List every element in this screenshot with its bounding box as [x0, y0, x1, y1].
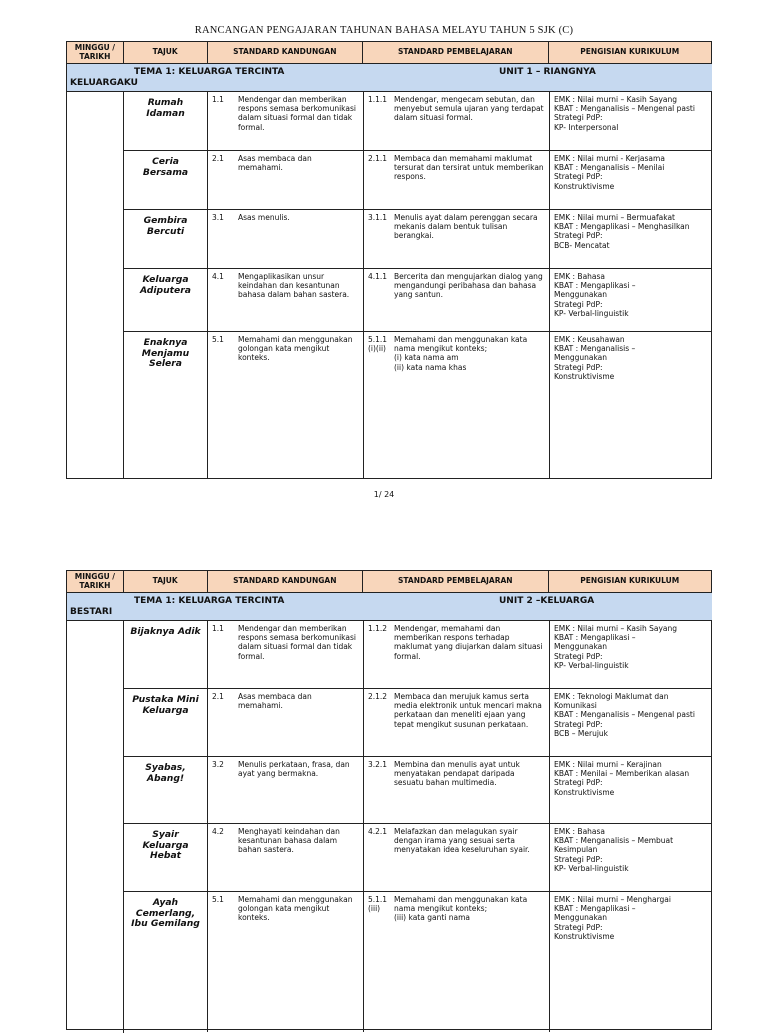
- tajuk-cell: Rumah Idaman: [124, 92, 208, 150]
- standard-pembelajaran-cell: [364, 210, 550, 268]
- header-tajuk: TAJUK: [124, 571, 208, 592]
- header-standard-kandungan: STANDARD KANDUNGAN: [208, 571, 364, 592]
- sp-text: Menulis ayat dalam perenggan secara mekanis dalam bentuk tulisan berangkai.: [394, 213, 538, 241]
- pengisian-kurikulum-cell: EMK : Bahasa KBAT : Menganalisis – Membuat Kesimpulan Strategi PdP: KP- Verbal-linguistik: [554, 827, 674, 873]
- sp-code: 4.1.1: [368, 272, 388, 281]
- sk-code: 5.1: [212, 335, 224, 344]
- pengisian-kurikulum-cell: EMK : Nilai murni - Kerjasama KBAT : Menganalisis – Menilai Strategi PdP: Konstruktivisme: [554, 154, 665, 191]
- pengisian-kurikulum-cell: EMK : Nilai murni – Kasih Sayang KBAT : Mengaplikasi – Menggunakan Strategi PdP: KP- Verbal-linguistik: [554, 624, 678, 670]
- tajuk-cell: Pustaka Mini Keluarga: [124, 689, 208, 756]
- sp-text: Mendengar, memahami dan memberikan respons terhadap maklumat yang diujarkan dalam situasi formal.: [394, 624, 543, 661]
- standard-kandungan-cell: [208, 332, 364, 478]
- sk-code: 3.1: [212, 213, 224, 222]
- tajuk-cell: Syair Keluarga Hebat: [124, 824, 208, 891]
- standard-kandungan-cell: [208, 92, 364, 150]
- sk-code: 1.1: [212, 624, 224, 633]
- sk-code: 1.1: [212, 95, 224, 104]
- standard-kandungan-cell: [208, 757, 364, 823]
- sp-text: Membina dan menulis ayat untuk menyatakan pendapat daripada sesuatu bahan multimedia.: [394, 760, 520, 788]
- sp-text: Membaca dan merujuk kamus serta media elektronik untuk mencari makna perkataan dan meneliti ejaan yang tepat mengikut susunan perkataan.: [394, 692, 542, 729]
- header-tajuk: TAJUK: [124, 42, 208, 63]
- header-minggu: MINGGU / TARIKH: [67, 571, 124, 592]
- standard-pembelajaran-cell: [364, 824, 550, 891]
- tema-title: TEMA 1: KELUARGA TERCINTA: [134, 596, 285, 606]
- standard-kandungan-cell: [208, 824, 364, 891]
- sp-code: 2.1.2: [368, 692, 388, 701]
- sp-text: Memahami dan menggunakan kata nama mengikut konteks; (iii) kata ganti nama: [394, 895, 528, 923]
- header-minggu: MINGGU / TARIKH: [67, 42, 124, 63]
- tajuk-cell: Ceria Bersama: [124, 151, 208, 209]
- header-standard-kandungan: STANDARD KANDUNGAN: [208, 42, 364, 63]
- sp-text: Mendengar, mengecam sebutan, dan menyebut semula ujaran yang terdapat dalam situasi formal.: [394, 95, 544, 123]
- table-row: [124, 92, 712, 151]
- sp-text: Memahami dan menggunakan kata nama mengikut konteks; (i) kata nama am (ii) kata nama khas: [394, 335, 528, 372]
- sk-text: Mendengar dan memberikan respons semasa berkomunikasi dalam situasi formal dan tidak formal.: [238, 624, 356, 661]
- sp-code: 3.1.1: [368, 213, 388, 222]
- sp-code: 5.1.1 (i)(ii): [368, 335, 388, 354]
- tema-row: [67, 593, 712, 621]
- pengisian-kurikulum-cell: EMK : Bahasa KBAT : Mengaplikasi – Menggunakan Strategi PdP: KP- Verbal-linguistik: [554, 272, 636, 318]
- sp-text: Membaca dan memahami maklumat tersurat dan tersirat untuk memberikan respons.: [394, 154, 544, 182]
- header-standard-pembelajaran: STANDARD PEMBELAJARAN: [363, 42, 548, 63]
- sk-text: Asas membaca dan memahami.: [238, 154, 312, 173]
- unit-title: UNIT 1 – RIANGNYA: [499, 67, 596, 77]
- tajuk-cell: Syabas, Abang!: [124, 757, 208, 823]
- lesson-plan-table-1: [66, 41, 712, 479]
- tajuk-cell: Gembira Bercuti: [124, 210, 208, 268]
- table-row: [124, 757, 712, 824]
- standard-kandungan-cell: [208, 892, 364, 1032]
- table-row: [124, 269, 712, 332]
- standard-pembelajaran-cell: [364, 332, 550, 478]
- tajuk-cell: Keluarga Adiputera: [124, 269, 208, 331]
- tema-title: TEMA 1: KELUARGA TERCINTA: [134, 67, 285, 77]
- minggu-column: [67, 64, 124, 478]
- table-row: [124, 332, 712, 478]
- sk-text: Menghayati keindahan dan kesantunan bahasa dalam bahan sastera.: [238, 827, 340, 855]
- sp-code: 1.1.1: [368, 95, 388, 104]
- sp-code: 1.1.2: [368, 624, 388, 633]
- sp-code: 4.2.1: [368, 827, 388, 836]
- table-row: [124, 151, 712, 210]
- pengisian-kurikulum-cell: EMK : Nilai murni – Kasih Sayang KBAT : Menganalisis – Mengenal pasti Strategi PdP: KP- Interpersonal: [554, 95, 695, 132]
- sk-code: 3.2: [212, 760, 224, 769]
- table-row: [124, 621, 712, 689]
- unit-title-continued: BESTARI: [70, 607, 113, 617]
- table-row: [124, 689, 712, 757]
- pengisian-kurikulum-cell: EMK : Nilai murni – Menghargai KBAT : Mengaplikasi – Menggunakan Strategi PdP: Konstruktivisme: [554, 895, 671, 941]
- standard-pembelajaran-cell: [364, 892, 550, 1032]
- sp-code: 3.2.1: [368, 760, 388, 769]
- header-pengisian-kurikulum: PENGISIAN KURIKULUM: [580, 47, 680, 57]
- table-header: [67, 42, 711, 64]
- header-pengisian-kurikulum: PENGISIAN KURIKULUM: [580, 576, 680, 586]
- sp-text: Melafazkan dan melagukan syair dengan irama yang sesuai serta menyatakan idea keseluruhan syair.: [394, 827, 530, 855]
- sk-text: Memahami dan menggunakan golongan kata mengikut konteks.: [238, 895, 353, 923]
- sk-text: Memahami dan menggunakan golongan kata mengikut konteks.: [238, 335, 353, 363]
- tajuk-cell: Bijaknya Adik: [124, 621, 208, 688]
- standard-kandungan-cell: [208, 621, 364, 688]
- minggu-column: [67, 593, 124, 1033]
- standard-kandungan-cell: [208, 269, 364, 331]
- standard-pembelajaran-cell: [364, 92, 550, 150]
- standard-kandungan-cell: [208, 151, 364, 209]
- sk-text: Asas menulis.: [238, 213, 290, 222]
- table-row: [124, 892, 712, 1032]
- sk-code: 5.1: [212, 895, 224, 904]
- sp-code: 2.1.1: [368, 154, 388, 163]
- tema-row: [67, 64, 712, 92]
- sk-code: 2.1: [212, 692, 224, 701]
- sp-text: Bercerita dan mengujarkan dialog yang mengandungi peribahasa dan bahasa yang santun.: [394, 272, 543, 300]
- tajuk-cell: Ayah Cemerlang, Ibu Gemilang: [124, 892, 208, 1032]
- sk-text: Mengaplikasikan unsur keindahan dan kesantunan bahasa dalam bahan sastera.: [238, 272, 350, 300]
- tajuk-cell: Enaknya Menjamu Selera: [124, 332, 208, 478]
- unit-title: UNIT 2 –KELUARGA: [499, 596, 595, 606]
- standard-pembelajaran-cell: [364, 689, 550, 756]
- table-header: [67, 571, 711, 593]
- sk-text: Mendengar dan memberikan respons semasa berkomunikasi dalam situasi formal dan tidak formal.: [238, 95, 356, 132]
- sk-text: Asas membaca dan memahami.: [238, 692, 312, 711]
- sp-code: 5.1.1 (iii): [368, 895, 388, 914]
- table-row: [124, 210, 712, 269]
- standard-kandungan-cell: [208, 689, 364, 756]
- pengisian-kurikulum-cell: EMK : Nilai murni – Bermuafakat KBAT : Mengaplikasi – Menghasilkan Strategi PdP: BCB- Mencatat: [554, 213, 690, 250]
- standard-pembelajaran-cell: [364, 269, 550, 331]
- pengisian-kurikulum-cell: EMK : Teknologi Maklumat dan Komunikasi KBAT : Menganalisis – Mengenal pasti Strategi PdP: BCB – Merujuk: [554, 692, 695, 738]
- table-row: [124, 824, 712, 892]
- lesson-plan-table-2: [66, 570, 712, 1030]
- sk-text: Menulis perkataan, frasa, dan ayat yang bermakna.: [238, 760, 350, 779]
- sk-code: 4.2: [212, 827, 224, 836]
- pengisian-kurikulum-cell: EMK : Nilai murni – Kerajinan KBAT : Menilai – Memberikan alasan Strategi PdP: Konstruktivisme: [554, 760, 690, 797]
- document-title: RANCANGAN PENGAJARAN TAHUNAN BAHASA MELAYU TAHUN 5 SJK (C): [194, 25, 574, 36]
- standard-pembelajaran-cell: [364, 151, 550, 209]
- pengisian-kurikulum-cell: EMK : Keusahawan KBAT : Menganalisis – Menggunakan Strategi PdP: Konstruktivisme: [554, 335, 636, 381]
- standard-pembelajaran-cell: [364, 757, 550, 823]
- standard-kandungan-cell: [208, 210, 364, 268]
- header-standard-pembelajaran: STANDARD PEMBELAJARAN: [363, 571, 548, 592]
- standard-pembelajaran-cell: [364, 621, 550, 688]
- page-number: 1/ 24: [373, 490, 395, 499]
- sk-code: 2.1: [212, 154, 224, 163]
- unit-title-continued: KELUARGAKU: [70, 78, 138, 88]
- sk-code: 4.1: [212, 272, 224, 281]
